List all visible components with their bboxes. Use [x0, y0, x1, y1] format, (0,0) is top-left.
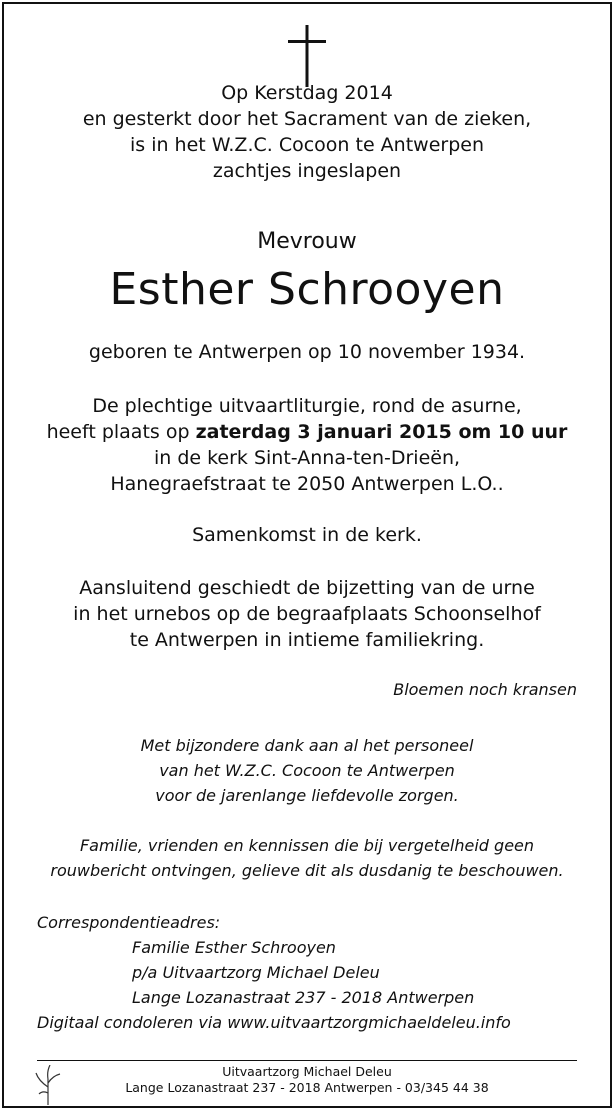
funeral-line: Hanegraefstraat te 2050 Antwerpen L.O..: [110, 473, 504, 495]
funeral-date-prefix: heeft plaats op: [46, 421, 196, 443]
funeral-line: De plechtige uitvaartliturgie, rond de asurne,: [92, 395, 522, 417]
intro-text: [0, 80, 614, 184]
thanks-line: van het W.Z.C. Cocoon te Antwerpen: [159, 761, 455, 780]
intro-line: is in het W.Z.C. Cocoon te Antwerpen: [129, 134, 484, 156]
funeral-line: in de kerk Sint-Anna-ten-Drieën,: [153, 447, 461, 469]
correspondence-block: [37, 910, 511, 1035]
intro-line: en gesterkt door het Sacrament van de zieken,: [82, 108, 532, 130]
footer-address: Lange Lozanastraat 237 - 2018 Antwerpen - 03/345 44 38: [125, 1080, 489, 1095]
birth-info: geboren te Antwerpen op 10 november 1934.: [88, 341, 526, 363]
footer-company: Uitvaartzorg Michael Deleu: [222, 1064, 392, 1079]
deceased-title: Mevrouw: [257, 229, 357, 254]
thanks-line: Met bijzondere dank aan al het personeel: [140, 736, 474, 755]
online-condolence-link[interactable]: Digitaal condoleren via www.uitvaartzorgmichaeldeleu.info: [37, 1013, 511, 1032]
meeting-info: Samenkomst in de kerk.: [192, 524, 422, 546]
burial-line: Aansluitend geschiedt de bijzetting van de urne: [79, 577, 535, 599]
burial-info: [0, 575, 614, 653]
funeral-date-line: [0, 419, 614, 445]
family-note-line: Familie, vrienden en kennissen die bij vergetelheid geen: [79, 836, 535, 855]
intro-line: Op Kerstdag 2014: [221, 82, 393, 104]
intro-line: zachtjes ingeslapen: [212, 160, 402, 182]
family-note-line: rouwbericht ontvingen, gelieve dit als dusdanig te beschouwen.: [50, 861, 564, 880]
thanks-line: voor de jarenlange liefdevolle zorgen.: [155, 786, 459, 805]
flowers-note: Bloemen noch kransen: [393, 680, 577, 699]
footer: [0, 1064, 614, 1096]
funeral-info: [0, 393, 614, 497]
cross-icon: [288, 25, 326, 87]
correspondence-line: p/a Uitvaartzorg Michael Deleu: [132, 963, 380, 982]
correspondence-line: Lange Lozanastraat 237 - 2018 Antwerpen: [132, 988, 475, 1007]
family-note: [0, 833, 614, 883]
correspondence-line: Familie Esther Schrooyen: [132, 938, 336, 957]
funeral-date: zaterdag 3 januari 2015 om 10 uur: [195, 421, 568, 443]
burial-line: te Antwerpen in intieme familiekring.: [129, 629, 485, 651]
footer-divider: [37, 1060, 577, 1061]
thanks-note: [0, 733, 614, 808]
burial-line: in het urnebos op de begraafplaats Schoonselhof: [73, 603, 541, 625]
correspondence-heading: Correspondentieadres:: [37, 913, 221, 932]
deceased-name: Esther Schrooyen: [109, 264, 505, 315]
